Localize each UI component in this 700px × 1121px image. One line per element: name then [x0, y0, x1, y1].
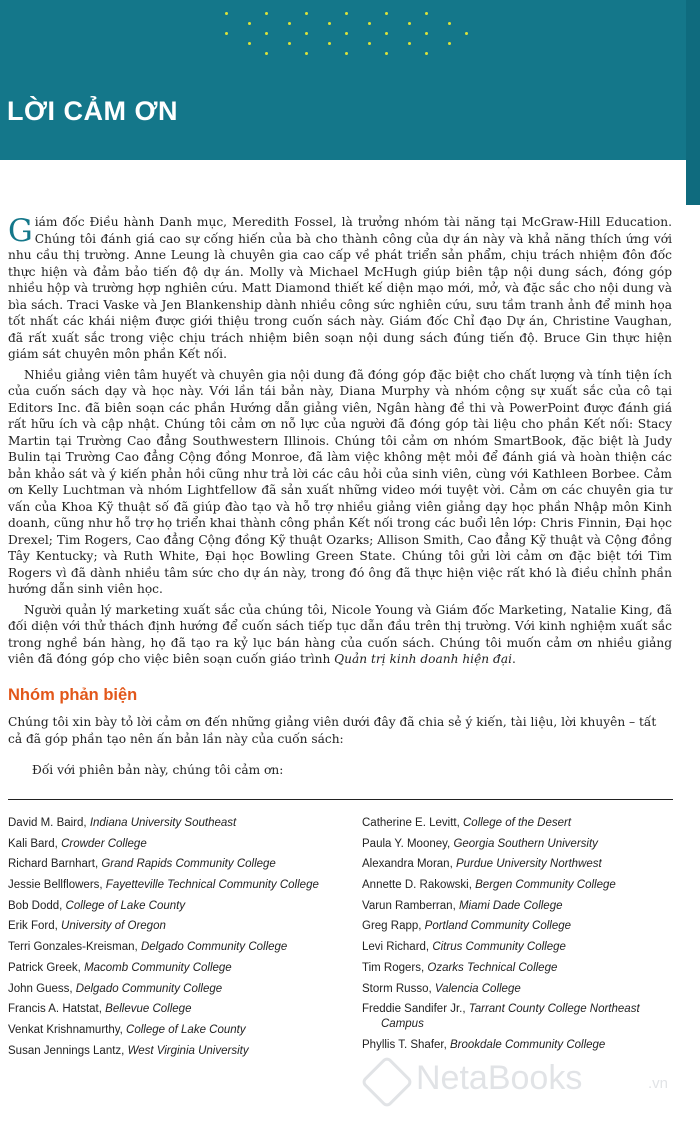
decorative-dot — [265, 12, 268, 15]
reviewer-name: Varun Ramberran — [362, 899, 453, 912]
reviewers-intro: Chúng tôi xin bày tỏ lời cảm ơn đến những giảng viên dưới đây đã chia sẻ ý kiến, tài liệu, lời khuyên – tất cả đã góp phần tạo nên ấn bản lần này của cuốn sách: — [8, 715, 657, 746]
book-title: Quản trị kinh doanh hiện đại — [334, 652, 512, 666]
decorative-dot — [408, 22, 411, 25]
reviewer-name: Alexandra Moran — [362, 858, 450, 871]
header-edge-tab — [686, 0, 700, 205]
reviewer-affiliation: Georgia Southern University — [453, 837, 598, 850]
reviewers-list-left — [8, 816, 353, 1064]
reviewer-affiliation: College of Lake County — [65, 899, 186, 912]
decorative-dot — [248, 42, 251, 45]
reviewer-name: John Guess — [8, 982, 70, 995]
reviewer-name: Tim Rogers — [362, 961, 421, 974]
reviewer-name: Susan Jennings Lantz — [8, 1044, 122, 1057]
reviewer-entry: Jessie Bellflowers, Fayetteville Technical Community College — [8, 879, 319, 892]
reviewer-name: Francis A. Hatstat — [8, 1003, 99, 1016]
drop-cap: G — [8, 213, 33, 249]
acknowledgment-paragraph — [8, 602, 672, 668]
reviewer-affiliation: Macomb Community College — [84, 961, 232, 974]
reviewer-affiliation: Purdue University Northwest — [455, 858, 602, 871]
reviewer-affiliation: College of the Desert — [463, 817, 572, 829]
reviewer-name: Bob Dodd — [8, 899, 60, 912]
reviewer-name: Patrick Greek — [8, 961, 78, 974]
reviewer-name: Phyllis T. Shafer — [362, 1038, 444, 1051]
header-banner — [0, 0, 686, 160]
reviewer-name: Storm Russo — [362, 982, 429, 995]
reviewer-entry: Patrick Greek, Macomb Community College — [8, 961, 232, 974]
reviewer-name: Kali Bard — [8, 837, 55, 850]
reviewer-entry: Storm Russo, Valencia College — [362, 982, 521, 995]
reviewer-affiliation: Valencia College — [434, 982, 521, 995]
decorative-dot — [265, 52, 268, 55]
reviewer-affiliation: Ozarks Technical College — [427, 961, 558, 974]
reviewer-affiliation: Crowder College — [61, 837, 147, 850]
decorative-dot — [425, 52, 428, 55]
decorative-dot — [448, 42, 451, 45]
reviewer-entry: David M. Baird, Indiana University Southeast — [8, 817, 237, 829]
decorative-dot — [265, 32, 268, 35]
decorative-dot — [328, 22, 331, 25]
paragraph-end: . — [511, 652, 516, 666]
reviewer-entry: Paula Y. Mooney, Georgia Southern University — [362, 837, 598, 850]
reviewer-affiliation: Miami Dade College — [458, 899, 563, 912]
acknowledgments-body — [8, 214, 672, 672]
watermark-logo-icon — [360, 1055, 414, 1109]
reviewer-affiliation: Tarrant County College Northeast Campus — [381, 1003, 640, 1031]
decorative-dot — [328, 42, 331, 45]
reviewer-entry: Tim Rogers, Ozarks Technical College — [362, 961, 558, 974]
reviewer-affiliation: College of Lake County — [126, 1023, 246, 1036]
reviewer-name: Levi Richard — [362, 941, 426, 954]
decorative-dot — [248, 22, 251, 25]
reviewer-entry: Greg Rapp, Portland Community College — [362, 920, 572, 933]
decorative-dot — [368, 42, 371, 45]
reviewers-list-right — [362, 816, 682, 1059]
reviewer-affiliation: Delgado Community College — [75, 982, 223, 995]
reviewer-entry: Freddie Sandifer Jr., Tarrant County College Northeast Campus — [362, 1003, 640, 1031]
watermark-text: NetaBooks — [416, 1059, 583, 1097]
decorative-dot — [345, 52, 348, 55]
decorative-dot — [305, 12, 308, 15]
reviewer-affiliation: Bellevue College — [105, 1003, 192, 1016]
decorative-dot — [368, 22, 371, 25]
decorative-dot — [345, 12, 348, 15]
decorative-dot — [425, 32, 428, 35]
reviewer-affiliation: Grand Rapids Community College — [101, 858, 276, 871]
reviewer-entry: Levi Richard, Citrus Community College — [362, 941, 566, 954]
reviewer-entry: Alexandra Moran, Purdue University Northwest — [362, 858, 602, 871]
reviewer-affiliation: Brookdale Community College — [450, 1038, 606, 1051]
reviewer-affiliation: Portland Community College — [424, 920, 572, 933]
acknowledgment-paragraph: Nhiều giảng viên tâm huyết và chuyên gia nội dung đã đóng góp đặc biệt cho chất lượng và tính tiện ích của cuốn sách dạy và học này. Với lần tái bản này, Diana Murphy và nhóm cộng sự xuất sắc của cô tại Editors Inc. đã biên soạn các phần Hướng dẫn giảng viên, Ngân hàng đề thi và PowerPoint được đánh giá rất hữu ích và cập nhật. Chúng tôi cảm ơn nỗ lực của người đã đóng góp tài liệu cho phần Kết nối: Stacy Martin tại Trường Cao đẳng Southwestern Illinois. Chúng tôi cảm ơn nhóm SmartBook, đặc biệt là Judy Bulin tại Trường Cao đẳng Cộng đồng Monroe, đã làm việc không mệt mỏi để đánh giá và hoàn thiện các bản khảo sát và ý kiến phản hồi cũng như trả lời các câu hỏi của sinh viên, cùng với Kathleen Borbee. Cảm ơn Kelly Luchtman và nhóm Lightfellow đã sản xuất những video mới tuyệt vời. Cảm ơn các chuyên gia tư vấn của Khoa Kỹ thuật số đã giúp đào tạo và hỗ trợ nhiều giảng viên giảng dạy học phần Nhập môn Kinh doanh, cũng như hỗ trợ họ triển khai thành công phần Kết nối trong các buổi lên lớp: Chris Finnin, Đại học Drexel; Tim Rogers, Cao đẳng Cộng đồng Kỹ thuật Ozarks; Allison Smith, Cao đẳng Kỹ thuật và Cộng đồng Tây Kentucky; và Ruth White, Đại học Bowling Green State. Chúng tôi gửi lời cảm ơn đặc biệt tới Tim Rogers vì đã dành nhiều tâm sức cho dự án này, trong đó ông đã thực hiện việc rất khó là điều chỉnh phần hướng dẫn sinh viên học. — [8, 367, 672, 596]
reviewer-name: David M. Baird — [8, 817, 84, 829]
watermark — [368, 1057, 688, 1107]
reviewer-name: Erik Ford — [8, 920, 55, 933]
reviewer-entry: John Guess, Delgado Community College — [8, 982, 223, 995]
reviewer-entry: Erik Ford, University of Oregon — [8, 920, 166, 933]
decorative-dot — [225, 12, 228, 15]
reviewer-entry: Phyllis T. Shafer, Brookdale Community College — [362, 1038, 606, 1051]
decorative-dot — [408, 42, 411, 45]
reviewer-name: Paula Y. Mooney — [362, 837, 448, 850]
decorative-dot — [305, 52, 308, 55]
decorative-dot — [385, 32, 388, 35]
reviewer-name: Jessie Bellflowers — [8, 879, 100, 892]
decorative-dot — [288, 22, 291, 25]
reviewer-name: Greg Rapp — [362, 920, 419, 933]
reviewer-entry: Catherine E. Levitt, College of the Desert — [362, 817, 572, 829]
reviewer-affiliation: West Virginia University — [127, 1044, 249, 1057]
decorative-dot — [385, 52, 388, 55]
decorative-dot — [288, 42, 291, 45]
decorative-dot — [305, 32, 308, 35]
reviewer-affiliation: Delgado Community College — [140, 941, 288, 954]
decorative-dot — [465, 32, 468, 35]
reviewer-affiliation: University of Oregon — [61, 920, 166, 933]
decorative-dot — [345, 32, 348, 35]
reviewer-affiliation: Indiana University Southeast — [89, 817, 237, 829]
reviewer-name: Richard Barnhart — [8, 858, 95, 871]
reviewer-name: Venkat Krishnamurthy — [8, 1023, 120, 1036]
decorative-dot — [385, 12, 388, 15]
reviewer-entry: Annette D. Rakowski, Bergen Community College — [362, 879, 616, 892]
watermark-suffix: .vn — [648, 1075, 669, 1092]
reviewer-name: Catherine E. Levitt — [362, 817, 457, 829]
reviewer-entry: Richard Barnhart, Grand Rapids Community College — [8, 858, 276, 871]
acknowledgment-paragraph — [8, 214, 672, 363]
reviewer-entry: Varun Ramberran, Miami Dade College — [362, 899, 563, 912]
reviewer-name: Terri Gonzales-Kreisman — [8, 941, 135, 954]
reviewer-name: Freddie Sandifer Jr. — [362, 1003, 463, 1016]
decorative-dot — [425, 12, 428, 15]
reviewer-entry: Bob Dodd, College of Lake County — [8, 899, 186, 912]
reviewer-entry: Susan Jennings Lantz, West Virginia University — [8, 1044, 249, 1057]
reviewer-affiliation: Bergen Community College — [475, 879, 616, 892]
reviewer-entry: Kali Bard, Crowder College — [8, 837, 147, 850]
reviewer-affiliation: Citrus Community College — [432, 941, 566, 954]
reviewer-name: Annette D. Rakowski — [362, 879, 469, 892]
paragraph-text: iám đốc Điều hành Danh mục, Meredith Fossel, là trưởng nhóm tài năng tại McGraw-Hill Education. Chúng tôi đánh giá cao sự cống hiến của bà cho thành công của dự án này và khả năng thích ứng với nhu cầu thị trường. Anne Leung là chuyên gia cao cấp về phát triển sản phẩm, chịu trách nhiệm đôn đốc thực hiện và đảm bảo tiến độ dự án. Molly và Michael McHugh giúp biên tập nội dung sách, đóng góp nhiều hộp và trường hợp nghiên cứu. Matt Diamond thiết kế diện mạo mới, mở, và đặc sắc cho nội dung và bìa sách. Traci Vaske và Jen Blankenship dành nhiều công sức nghiên cứu, sưu tầm tranh ảnh để minh họa tốt nhất các khái niệm được giới thiệu trong cuốn sách này. Giám đốc Chỉ đạo Dự án, Christine Vaughan, đã rất xuất sắc trong việc chịu trách nhiệm biên soạn nội dung sách đúng tiến độ. Bruce Gin thực hiện giám sát chuyên môn phần Kết nối. — [8, 215, 672, 361]
divider — [8, 799, 673, 800]
decorative-dot — [448, 22, 451, 25]
decorative-dot — [225, 32, 228, 35]
reviewer-entry: Venkat Krishnamurthy, College of Lake County — [8, 1023, 246, 1036]
thanks-line: Đối với phiên bản này, chúng tôi cảm ơn: — [32, 763, 284, 777]
reviewer-entry: Francis A. Hatstat, Bellevue College — [8, 1003, 192, 1016]
page-title: LỜI CẢM ƠN — [7, 96, 179, 126]
paragraph-text: Người quản lý marketing xuất sắc của chúng tôi, Nicole Young và Giám đốc Marketing, Natalie King, đã đối diện với thử thách định hướng để cuốn sách tiếp tục dẫn đầu trên thị trường. Với kinh nghiệm xuất sắc trong nghề bán hàng, họ đã tạo ra kỷ lục bán hàng của cuốn sách. Chúng tôi muốn cảm ơn nhiều giảng viên đã đóng góp cho việc biên soạn cuốn giáo trình — [8, 602, 672, 666]
reviewer-affiliation: Fayetteville Technical Community College — [105, 879, 319, 892]
reviewer-entry: Terri Gonzales-Kreisman, Delgado Community College — [8, 941, 288, 954]
section-heading: Nhóm phản biện — [8, 686, 138, 704]
